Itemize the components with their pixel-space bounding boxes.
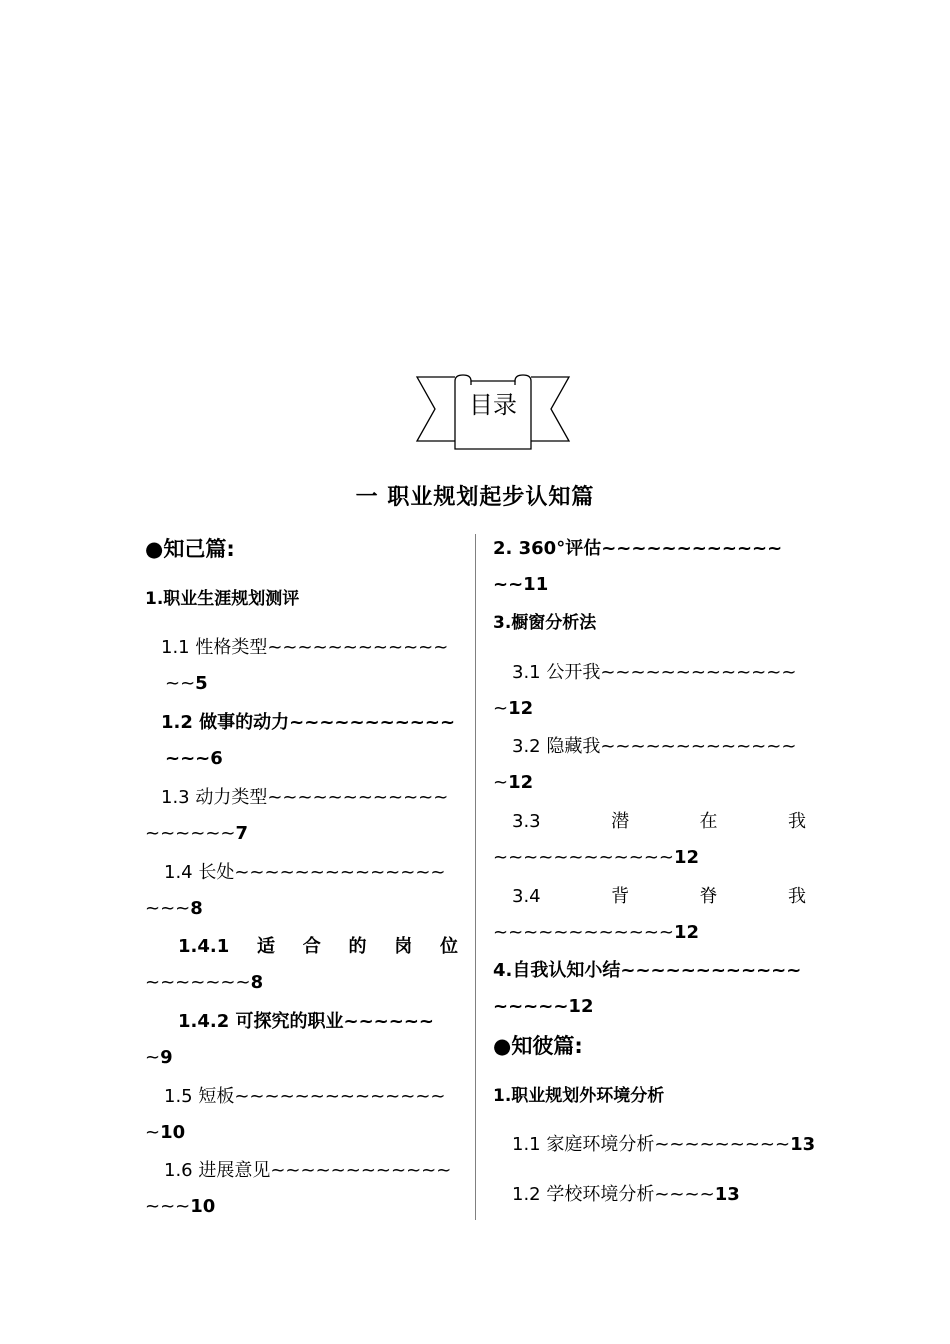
toc-entry-text: 1.2 学校环境分析~~~~: [512, 1184, 715, 1205]
toc-entry-self-summary-cont[interactable]: [493, 989, 593, 1025]
page-number: 10: [190, 1196, 216, 1217]
page-number: 5: [195, 673, 208, 694]
page-number: 12: [508, 772, 534, 793]
toc-entry-3-2[interactable]: 3.2 隐藏我~~~~~~~~~~~~~: [512, 736, 797, 757]
toc-entry-3-4[interactable]: [512, 879, 806, 915]
toc-entry-1-5[interactable]: 1.5 短板~~~~~~~~~~~~~~: [164, 1086, 446, 1107]
toc-word: 背: [611, 886, 630, 907]
toc-leader: ~: [145, 1122, 161, 1143]
toc-entry-1-6[interactable]: 1.6 进展意见~~~~~~~~~~~~: [164, 1160, 452, 1181]
toc-word: 我: [788, 886, 806, 907]
toc-word: 3.4: [512, 886, 541, 907]
toc-word: 在: [699, 811, 718, 832]
toc-leader: ~~~: [165, 748, 211, 769]
page-number: 12: [568, 996, 594, 1017]
toc-leader: ~: [145, 1047, 161, 1068]
toc-leader: ~~~~~~~: [145, 972, 251, 993]
page-number: 11: [523, 574, 549, 595]
toc-entry-360-cont[interactable]: [493, 567, 548, 603]
toc-entry-1-5-cont[interactable]: [145, 1115, 185, 1151]
toc-leader: ~~~: [145, 898, 191, 919]
toc-entry-3-2-cont[interactable]: [493, 765, 533, 801]
toc-entry-1-2[interactable]: 1.2 做事的动力~~~~~~~~~~~: [161, 712, 456, 733]
toc-entry-1-4-1-cont[interactable]: [145, 965, 263, 1001]
page-number: 8: [250, 972, 264, 993]
toc-entry-1-4-1[interactable]: [178, 929, 458, 965]
toc-entry-1-3[interactable]: 1.3 动力类型~~~~~~~~~~~~: [161, 787, 449, 808]
toc-entry-3-3-cont[interactable]: [493, 840, 699, 876]
toc-word: 我: [788, 811, 806, 832]
toc-leader: ~~: [165, 673, 196, 694]
toc-title: 目录: [469, 391, 517, 419]
page-number: 12: [673, 922, 700, 943]
page-number: 12: [673, 847, 700, 868]
toc-entry-1-1[interactable]: 1.1 性格类型~~~~~~~~~~~~: [161, 637, 449, 658]
toc-entry-self-summary[interactable]: 4.自我认知小结~~~~~~~~~~~~: [493, 960, 802, 981]
toc-leader: ~~~~~: [493, 996, 569, 1017]
page-number: 8: [190, 898, 203, 919]
toc-entry-1-2-cont[interactable]: [165, 741, 223, 777]
page-number: 10: [160, 1122, 186, 1143]
toc-entry-3-1-cont[interactable]: [493, 691, 533, 727]
toc-word: 合: [302, 936, 321, 957]
toc-word: 位: [440, 936, 458, 957]
toc-leader: ~: [493, 772, 509, 793]
column-divider: [475, 534, 476, 1220]
toc-word: 的: [348, 936, 367, 957]
page-number: 9: [160, 1047, 173, 1068]
toc-word: 岗: [394, 936, 413, 957]
toc-word: 3.3: [512, 811, 541, 832]
toc-entry-3-3[interactable]: [512, 804, 806, 840]
toc-word: 潜: [611, 811, 630, 832]
heading-zhibi: ●知彼篇:: [493, 1034, 583, 1058]
toc-entry-1-4-2-cont[interactable]: [145, 1040, 173, 1076]
toc-entry-career-assessment[interactable]: 1.职业生涯规划测评: [145, 589, 300, 609]
toc-leader: ~~~~~~~~~~~~: [493, 847, 674, 868]
toc-entry-1-6-cont[interactable]: [145, 1189, 215, 1225]
toc-entry-1-1-cont[interactable]: [165, 666, 208, 702]
heading-zhiji: ●知己篇:: [145, 537, 235, 561]
toc-entry-1-4-2[interactable]: 1.4.2 可探究的职业~~~~~~: [178, 1011, 435, 1032]
page-number: 13: [790, 1134, 816, 1155]
toc-entry-360[interactable]: 2. 360°评估~~~~~~~~~~~~: [493, 538, 783, 559]
toc-word: 1.4.1: [178, 936, 230, 957]
toc-leader: ~~: [493, 574, 524, 595]
page-number: 12: [508, 698, 534, 719]
toc-leader: ~~~~~~: [145, 823, 236, 844]
toc-entry-school-env[interactable]: [512, 1177, 740, 1213]
page-number: 13: [714, 1184, 740, 1205]
section-title: 一 职业规划起步认知篇: [355, 485, 595, 510]
toc-entry-text: 1.1 家庭环境分析~~~~~~~~~: [512, 1134, 791, 1155]
toc-leader: ~: [493, 698, 509, 719]
toc-entry-1-4-cont[interactable]: [145, 891, 203, 927]
toc-banner: [415, 371, 571, 451]
page-number: 7: [235, 823, 249, 844]
toc-entry-3-4-cont[interactable]: [493, 915, 699, 951]
toc-entry-window-analysis[interactable]: 3.橱窗分析法: [493, 613, 597, 633]
toc-entry-external-env[interactable]: 1.职业规划外环境分析: [493, 1086, 665, 1106]
toc-word: 适: [257, 936, 275, 957]
toc-word: 脊: [699, 886, 718, 907]
toc-entry-family-env[interactable]: [512, 1127, 815, 1163]
toc-leader: ~~~~~~~~~~~~: [493, 922, 674, 943]
toc-entry-3-1[interactable]: 3.1 公开我~~~~~~~~~~~~~: [512, 662, 797, 683]
toc-entry-1-3-cont[interactable]: [145, 816, 248, 852]
toc-entry-1-4[interactable]: 1.4 长处~~~~~~~~~~~~~~: [164, 862, 446, 883]
page-number: 6: [210, 748, 223, 769]
toc-leader: ~~~: [145, 1196, 191, 1217]
